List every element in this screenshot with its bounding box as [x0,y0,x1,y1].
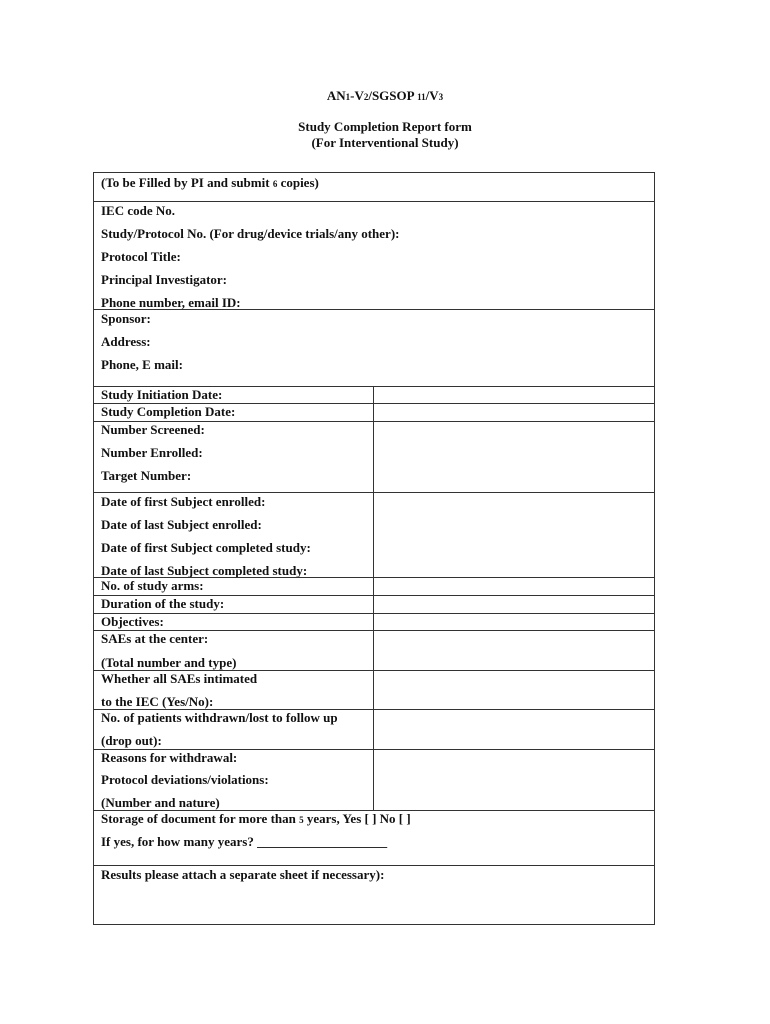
completion-report-table [93,172,655,925]
sponsor-phone-label: Phone, E mail: [101,357,183,372]
iec-code-label: IEC code No. [101,203,176,218]
objectives-row [94,613,654,630]
instruction-text: (To be Filled by PI and submit 6 copies) [101,175,319,190]
number-nature-label: (Number and nature) [101,795,220,810]
withdrawn-row [94,709,654,749]
results-row [94,865,654,924]
storage-row [94,810,654,865]
form-subtitle: (For Interventional Study) [311,135,459,150]
study-arms-row [94,577,654,595]
completion-date-row [94,403,654,421]
sponsor-row [94,309,654,386]
subject-dates-row [94,492,654,577]
duration-label: Duration of the study: [101,596,225,611]
initiation-date-row [94,386,654,403]
first-completed-label: Date of first Subject completed study: [101,540,311,555]
saes-intimated-sublabel: to the IEC (Yes/No): [101,694,214,709]
instruction-row [94,173,654,201]
objectives-label: Objectives: [101,614,164,629]
first-enrolled-label: Date of first Subject enrolled: [101,494,266,509]
results-label: Results please attach a separate sheet if necessary): [101,867,385,882]
reasons-label: Reasons for withdrawal: [101,750,238,765]
saes-label: SAEs at the center: [101,631,209,646]
initiation-date-label: Study Initiation Date: [101,387,223,402]
study-identity-row [94,201,654,309]
phone-email-label: Phone number, email ID: [101,295,241,310]
saes-intimated-row [94,670,654,709]
principal-investigator-label: Principal Investigator: [101,272,228,287]
completion-date-label: Study Completion Date: [101,404,236,419]
saes-intimated-label: Whether all SAEs intimated [101,671,258,686]
number-screened-label: Number Screened: [101,422,205,437]
duration-row [94,595,654,613]
form-title: Study Completion Report form [298,119,472,134]
address-label: Address: [101,334,151,349]
protocol-title-label: Protocol Title: [101,249,181,264]
target-number-label: Target Number: [101,468,192,483]
withdrawn-sublabel: (drop out): [101,733,162,748]
storage-years-label: If yes, for how many years? ____________________ [101,834,388,849]
saes-sublabel: (Total number and type) [101,655,237,670]
storage-label: Storage of document for more than 5 years, Yes [ ] No [ ] [101,811,411,826]
sponsor-label: Sponsor: [101,311,151,326]
protocol-no-label: Study/Protocol No. (For drug/device trials/any other): [101,226,400,241]
deviations-label: Protocol deviations/violations: [101,772,269,787]
saes-row [94,630,654,670]
reasons-row [94,749,654,810]
withdrawn-label: No. of patients withdrawn/lost to follow up [101,710,338,725]
number-enrolled-label: Number Enrolled: [101,445,203,460]
study-arms-label: No. of study arms: [101,578,204,593]
numbers-row [94,421,654,492]
document-code: AN1-V2/SGSOP 11/V3 [326,88,444,103]
last-enrolled-label: Date of last Subject enrolled: [101,517,262,532]
last-completed-label: Date of last Subject completed study: [101,563,308,578]
